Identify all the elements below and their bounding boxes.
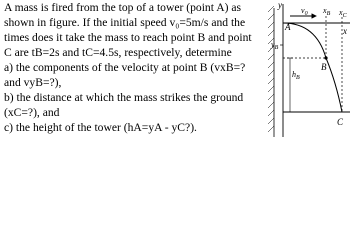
y-b-label: $y_B$ bbox=[271, 40, 279, 51]
trajectory-figure bbox=[268, 0, 350, 137]
y-axis-label: y bbox=[278, 0, 282, 10]
point-a-label: A bbox=[285, 22, 291, 32]
problem-line-9: c) the height of the tower (hA=yA - yC?). bbox=[4, 121, 197, 134]
tower bbox=[268, 6, 274, 137]
trajectory-curve bbox=[283, 23, 342, 112]
h-b-label: $h_B$ bbox=[292, 70, 300, 81]
point-b-label: B bbox=[321, 62, 327, 72]
point-c-label: C bbox=[337, 117, 344, 127]
problem-line-6: and vyB=?), bbox=[4, 76, 62, 89]
x-b-label: $x_B$ bbox=[323, 6, 331, 17]
problem-line-7: b) the distance at which the mass strikes the ground bbox=[4, 91, 244, 104]
problem-line-2: shown in figure. If the initial speed v₀=5m/s and the bbox=[4, 16, 246, 29]
problem-line-8: (xC=?), and bbox=[4, 106, 60, 119]
problem-line-5: a) the components of the velocity at point B (vxB=? bbox=[4, 61, 246, 74]
x-c-label: $x_C$ bbox=[339, 8, 347, 19]
x-axis-label: x bbox=[343, 26, 347, 36]
problem-line-1: A mass is fired from the top of a tower (point A) as bbox=[4, 1, 241, 14]
problem-line-3: times does it take the mass to reach point B and point bbox=[4, 31, 252, 44]
velocity-label: $v_0$ bbox=[301, 6, 308, 17]
point-b-marker bbox=[324, 56, 327, 59]
problem-line-4: C are tB=2s and tC=4.5s, respectively, determine bbox=[4, 46, 232, 59]
